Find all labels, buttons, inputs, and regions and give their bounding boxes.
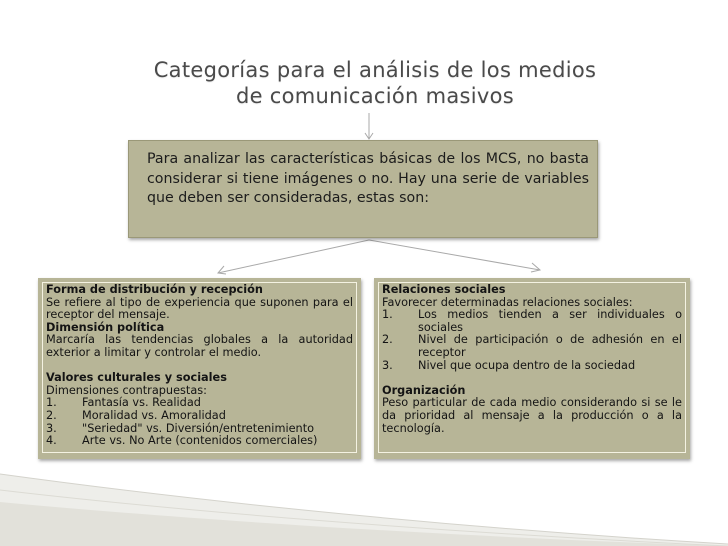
page-title bbox=[120, 57, 630, 109]
left-panel bbox=[38, 278, 361, 459]
right-panel-content bbox=[378, 282, 686, 453]
title-line-2: de comunicación masivos bbox=[235, 84, 515, 108]
list-item bbox=[46, 435, 353, 448]
list-text: Los medios tienden a ser individuales o sociales bbox=[418, 308, 682, 334]
left-connector-arrow bbox=[218, 266, 226, 274]
right-connector bbox=[369, 240, 540, 270]
spacer bbox=[382, 372, 682, 385]
left-subheading-values: Dimensiones contrapuestas: bbox=[46, 383, 207, 397]
left-heading-values: Valores culturales y sociales bbox=[46, 371, 227, 385]
right-connector-arrow bbox=[531, 263, 540, 272]
list-number: 3. bbox=[46, 421, 57, 435]
list-text: Fantasía vs. Realidad bbox=[82, 396, 201, 410]
list-text: Arte vs. No Arte (contenidos comerciales) bbox=[82, 434, 318, 448]
list-text: Moralidad vs. Amoralidad bbox=[82, 408, 226, 422]
left-text-distribution: Se refiere al tipo de experiencia que suponen para el receptor del mensaje. bbox=[46, 295, 353, 322]
list-item bbox=[382, 334, 682, 359]
right-text-social: Favorecer determinadas relaciones sociales: bbox=[382, 295, 633, 309]
list-text: Nivel de participación o de adhesión en el receptor bbox=[418, 333, 682, 359]
list-number: 3. bbox=[382, 358, 393, 372]
left-heading-distribution: Forma de distribución y recepción bbox=[46, 283, 263, 296]
list-number: 2. bbox=[382, 333, 393, 347]
list-number: 2. bbox=[46, 408, 57, 422]
right-panel bbox=[374, 278, 690, 459]
list-text: Nivel que ocupa dentro de la sociedad bbox=[418, 358, 636, 372]
intro-box bbox=[128, 140, 598, 238]
left-heading-political: Dimensión política bbox=[46, 320, 165, 334]
right-heading-organization: Organización bbox=[382, 383, 466, 397]
list-item bbox=[382, 360, 682, 373]
left-panel-content bbox=[42, 282, 357, 453]
right-text-organization: Peso particular de cada medio considerando si se le da prioridad al mensaje a la producción o a la tecnología. bbox=[382, 396, 682, 435]
left-connector bbox=[218, 240, 369, 273]
intro-text: Para analizar las características básicas de los MCS, no basta considerar si tiene imágenes o no. Hay una serie de variables que deben ser consideradas, estas son: bbox=[147, 151, 589, 206]
bottom-decoration bbox=[0, 456, 728, 546]
list-item bbox=[46, 410, 353, 423]
list-number: 1. bbox=[382, 308, 393, 322]
left-text-political: Marcaría las tendencias globales a la autoridad exterior a limitar y controlar el medio. bbox=[46, 333, 353, 359]
right-heading-social: Relaciones sociales bbox=[382, 283, 506, 296]
list-number: 1. bbox=[46, 396, 57, 410]
list-number: 4. bbox=[46, 434, 57, 448]
title-line-1: Categorías para el análisis de los medios bbox=[153, 58, 597, 82]
list-text: "Seriedad" vs. Diversión/entretenimiento bbox=[82, 421, 315, 435]
list-item bbox=[382, 309, 682, 334]
